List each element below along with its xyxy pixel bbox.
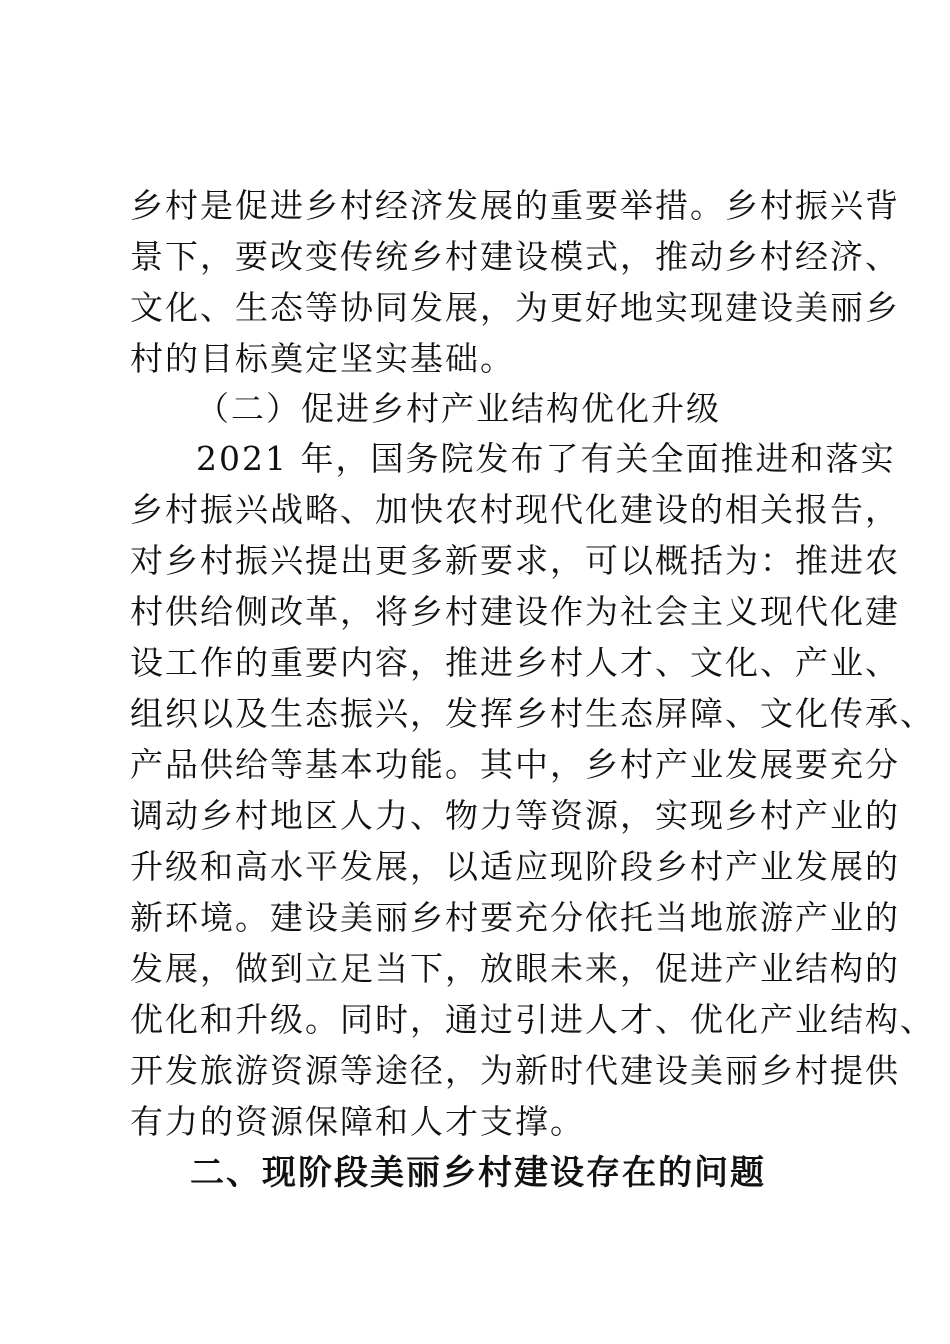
paragraph-line: 升级和高水平发展，以适应现阶段乡村产业发展的 [130,847,900,886]
paragraph-line: 开发旅游资源等途径，为新时代建设美丽乡村提供 [130,1051,900,1090]
paragraph-line: 发展，做到立足当下，放眼未来，促进产业结构的 [130,949,900,988]
paragraph-line: 乡村振兴战略、加快农村现代化建设的相关报告， [130,490,900,529]
section-heading: 二、现阶段美丽乡村建设存在的问题 [190,1153,766,1193]
paragraph-line: 村的目标奠定坚实基础。 [130,339,515,378]
section-subheading: （二）促进乡村产业结构优化升级 [196,389,721,428]
paragraph-line: 组织以及生态振兴，发挥乡村生态屏障、文化传承、 [130,694,935,733]
paragraph-line: 2021 年，国务院发布了有关全面推进和落实 [196,439,896,478]
paragraph-line: 优化和升级。同时，通过引进人才、优化产业结构、 [130,1000,935,1039]
paragraph-line: 新环境。建设美丽乡村要充分依托当地旅游产业的 [130,898,900,937]
paragraph-line: 村供给侧改革，将乡村建设作为社会主义现代化建 [130,592,900,631]
paragraph-line: 景下，要改变传统乡村建设模式，推动乡村经济、 [130,237,900,276]
paragraph-line: 有力的资源保障和人才支撑。 [130,1102,585,1141]
paragraph-line: 产品供给等基本功能。其中，乡村产业发展要充分 [130,745,900,784]
paragraph-line: 乡村是促进乡村经济发展的重要举措。乡村振兴背 [130,186,900,225]
paragraph-line: 调动乡村地区人力、物力等资源，实现乡村产业的 [130,796,900,835]
paragraph-line: 文化、生态等协同发展，为更好地实现建设美丽乡 [130,288,900,327]
paragraph-line: 对乡村振兴提出更多新要求，可以概括为：推进农 [130,541,900,580]
paragraph-line: 设工作的重要内容，推进乡村人才、文化、产业、 [130,643,900,682]
